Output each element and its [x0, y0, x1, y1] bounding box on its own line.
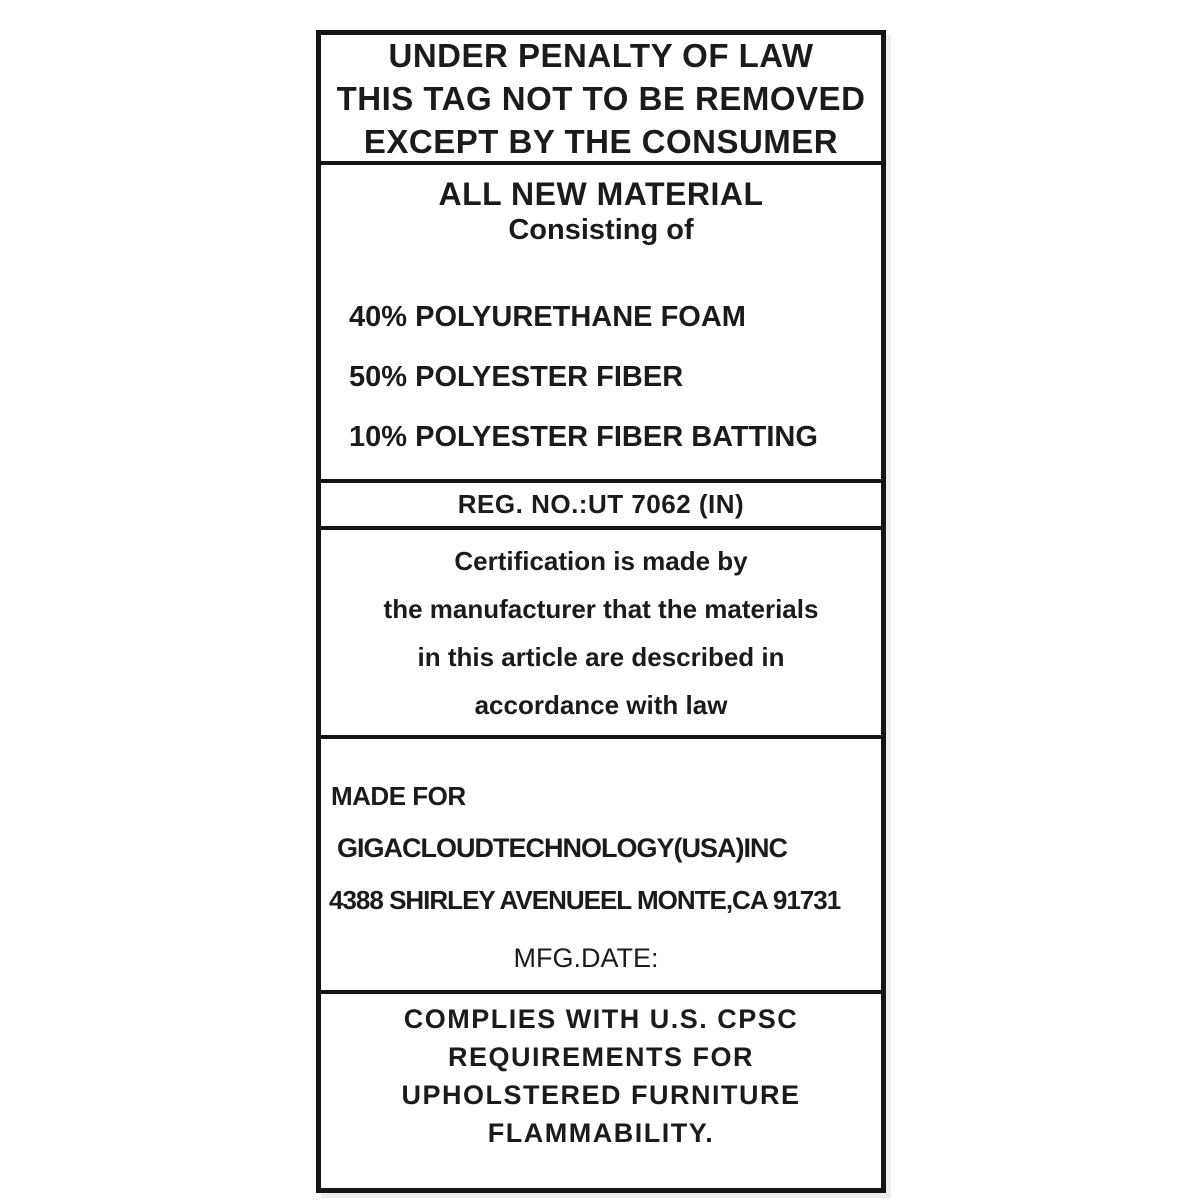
mfg-date-label: MFG.DATE:	[513, 943, 659, 974]
materials-subtitle: Consisting of	[508, 214, 694, 247]
compliance-line-4: FLAMMABILITY.	[487, 1118, 715, 1148]
compliance-line-1: COMPLIES WITH U.S. CPSC	[403, 1004, 799, 1034]
materials-title: ALL NEW MATERIAL	[438, 176, 764, 213]
material-item-2: 50% POLYESTER FIBER	[349, 361, 684, 394]
certification-line-1: Certification is made by	[454, 545, 748, 576]
made-for-heading: MADE FOR	[331, 781, 466, 812]
mfg-date-row	[321, 943, 851, 974]
compliance-line-2: REQUIREMENTS FOR	[447, 1042, 754, 1072]
materials-list	[321, 287, 881, 467]
material-item-3: 10% POLYESTER FIBER BATTING	[349, 421, 818, 454]
certification-line-2: the manufacturer that the materials	[383, 593, 819, 624]
made-for-section	[321, 739, 881, 994]
materials-section	[321, 165, 881, 482]
compliance-section	[321, 994, 881, 1188]
certification-line-4: accordance with law	[474, 689, 728, 720]
reg-no-section	[321, 483, 881, 531]
penalty-line-2: THIS TAG NOT TO BE REMOVED	[336, 79, 866, 117]
made-for-company: GIGACLOUDTECHNOLOGY(USA)INC	[337, 833, 787, 864]
penalty-line-1: UNDER PENALTY OF LAW	[388, 36, 814, 74]
reg-no-text: REG. NO.:UT 7062 (IN)	[457, 489, 745, 520]
penalty-header-section	[321, 35, 881, 165]
made-for-address: 4388 SHIRLEY AVENUEEL MONTE,CA 91731	[329, 885, 841, 916]
compliance-line-3: UPHOLSTERED FURNITURE	[401, 1080, 801, 1110]
certification-section	[321, 530, 881, 739]
certification-line-3: in this article are described in	[417, 641, 785, 672]
material-item-1: 40% POLYURETHANE FOAM	[349, 301, 746, 334]
penalty-line-3: EXCEPT BY THE CONSUMER	[363, 122, 839, 160]
law-label	[316, 30, 886, 1193]
